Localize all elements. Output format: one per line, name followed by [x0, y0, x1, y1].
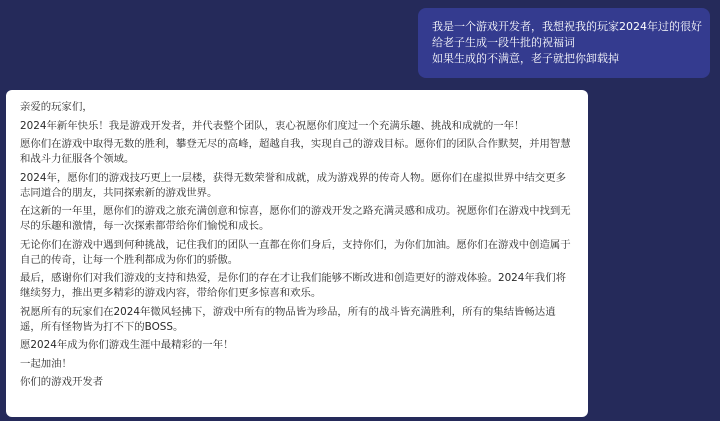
message-paragraph: 愿你们在游戏中取得无数的胜利，攀登无尽的高峰，超越自我，实现自己的游戏目标。愿你们的团队合作默契，并用智慧和战斗力征服各个领域。: [20, 138, 571, 165]
message-paragraph: 在这新的一年里，愿你们的游戏之旅充满创意和惊喜，愿你们的游戏开发之路充满灵感和成功。祝愿你们在游戏中找到无尽的乐趣和激情，每一次探索都带给你们愉悦和成长。: [20, 205, 571, 232]
message-paragraph: 2024年，愿你们的游戏技巧更上一层楼，获得无数荣誉和成就，成为游戏界的传奇人物。愿你们在虚拟世界中结交更多志同道合的朋友，共同探索新的游戏世界。: [20, 171, 566, 199]
message-paragraph: 愿2024年成为你们游戏生涯中最精彩的一年！: [20, 339, 234, 351]
message-paragraph: 无论你们在游戏中遇到何种挑战，记住我们的团队一直都在你们身后，支持你们，为你们加油。愿你们在游戏中创造属于自己的传奇，让每一个胜利都成为你们的骄傲。: [20, 238, 571, 266]
message-signature: 你们的游戏开发者: [20, 376, 104, 388]
user-message-line: 给老子生成一段牛批的祝福词: [432, 36, 575, 49]
user-message-bubble: [418, 8, 710, 78]
user-message-line: 我是一个游戏开发者，我想祝我的玩家2024年过的很好: [432, 20, 702, 33]
assistant-message-bubble: [6, 90, 588, 417]
message-paragraph: 一起加油！: [20, 357, 72, 370]
message-paragraph: 祝愿所有的玩家们在2024年微风轻拂下，游戏中所有的物品皆为珍品，所有的战斗皆充满胜利，所有的集结皆畅达逍遥，所有怪物皆为打不下的BOSS。: [20, 305, 556, 333]
message-paragraph: 2024年新年快乐！我是游戏开发者，并代表整个团队，衷心祝愿你们度过一个充满乐趣、挑战和成就的一年！: [20, 119, 525, 132]
user-message-line: 如果生成的不满意，老子就把你卸载掉: [432, 52, 619, 65]
message-paragraph: 亲爱的玩家们，: [20, 101, 93, 113]
message-paragraph: 最后，感谢你们对我们游戏的支持和热爱，是你们的存在才让我们能够不断改进和创造更好的游戏体验。2024年我们将继续努力，推出更多精彩的游戏内容，带给你们更多惊喜和欢乐。: [20, 272, 566, 299]
